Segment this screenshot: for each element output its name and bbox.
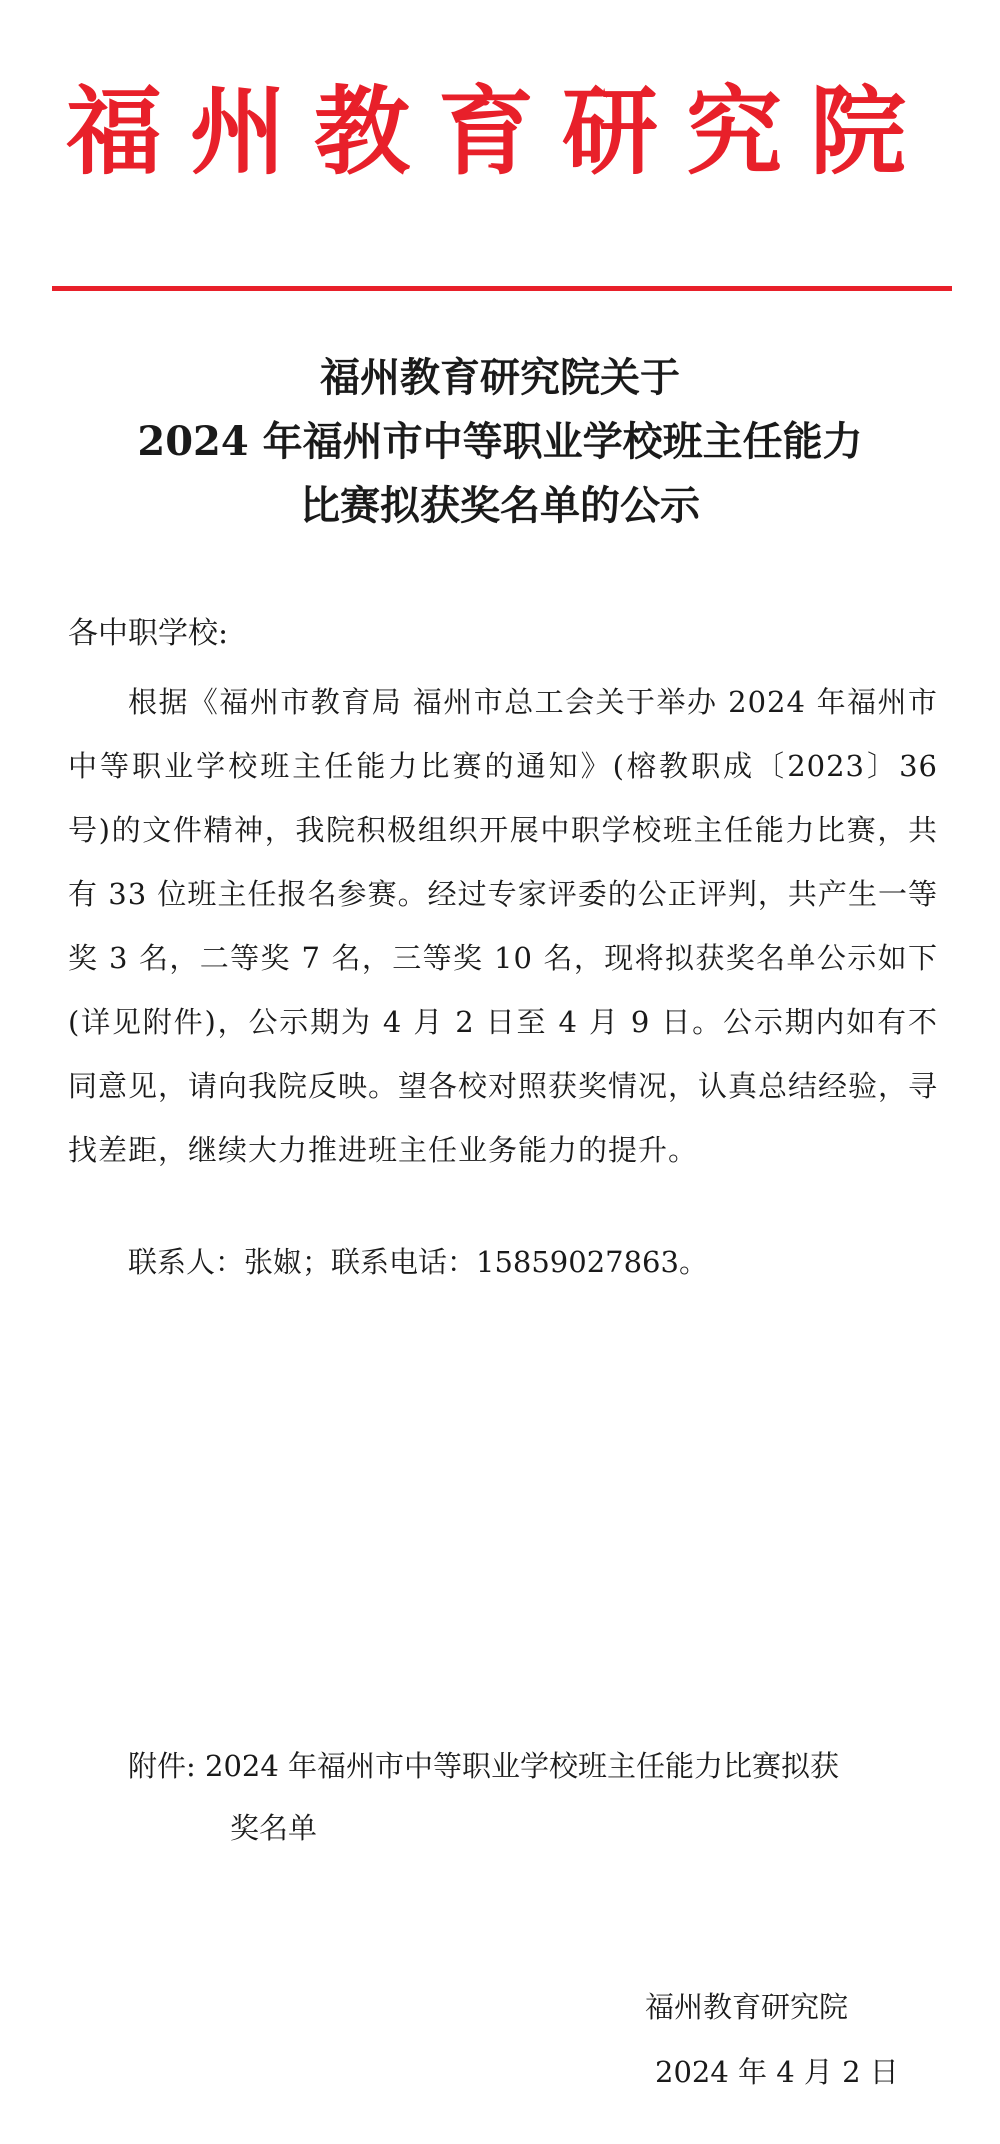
attachment-line-2: 奖名单	[230, 1811, 318, 1845]
title-line-1: 福州教育研究院关于	[320, 354, 680, 401]
attachment-line-1: 附件: 2024 年福州市中等职业学校班主任能力比赛拟获	[128, 1749, 840, 1783]
salutation: 各中职学校:	[68, 616, 229, 651]
contact-info: 联系人：张婌；联系电话：15859027863。	[128, 1245, 708, 1279]
title-line-2: 2024 年福州市中等职业学校班主任能力	[137, 418, 863, 465]
title-line-3: 比赛拟获奖名单的公示	[300, 482, 700, 529]
attachment-note	[128, 1735, 948, 1859]
signature-org: 福州教育研究院	[645, 1990, 849, 2024]
document-title	[0, 346, 1000, 538]
body-text	[68, 670, 938, 1182]
letterhead-org-name: 福州教育研究院	[66, 75, 934, 188]
signature-date: 2024 年 4 月 2 日	[655, 2055, 899, 2089]
letterhead-red-rule	[52, 286, 952, 291]
body-paragraph: 根据《福州市教育局 福州市总工会关于举办 2024 年福州市中等职业学校班主任能力比赛的通知》(榕教职成〔2023〕36 号)的文件精神，我院积极组织开展中职学校班主任能力比赛，共有 33 位班主任报名参赛。经过专家评委的公正评判，共产生一等奖 3 名，二等奖 7 名，三等奖 10 名，现将拟获奖名单公示如下(详见附件)，公示期为 4 月 2 日至 4 月 9 日。公示期内如有不同意见，请向我院反映。望各校对照获奖情况，认真总结经验，寻找差距，继续大力推进班主任业务能力的提升。	[68, 685, 939, 1167]
